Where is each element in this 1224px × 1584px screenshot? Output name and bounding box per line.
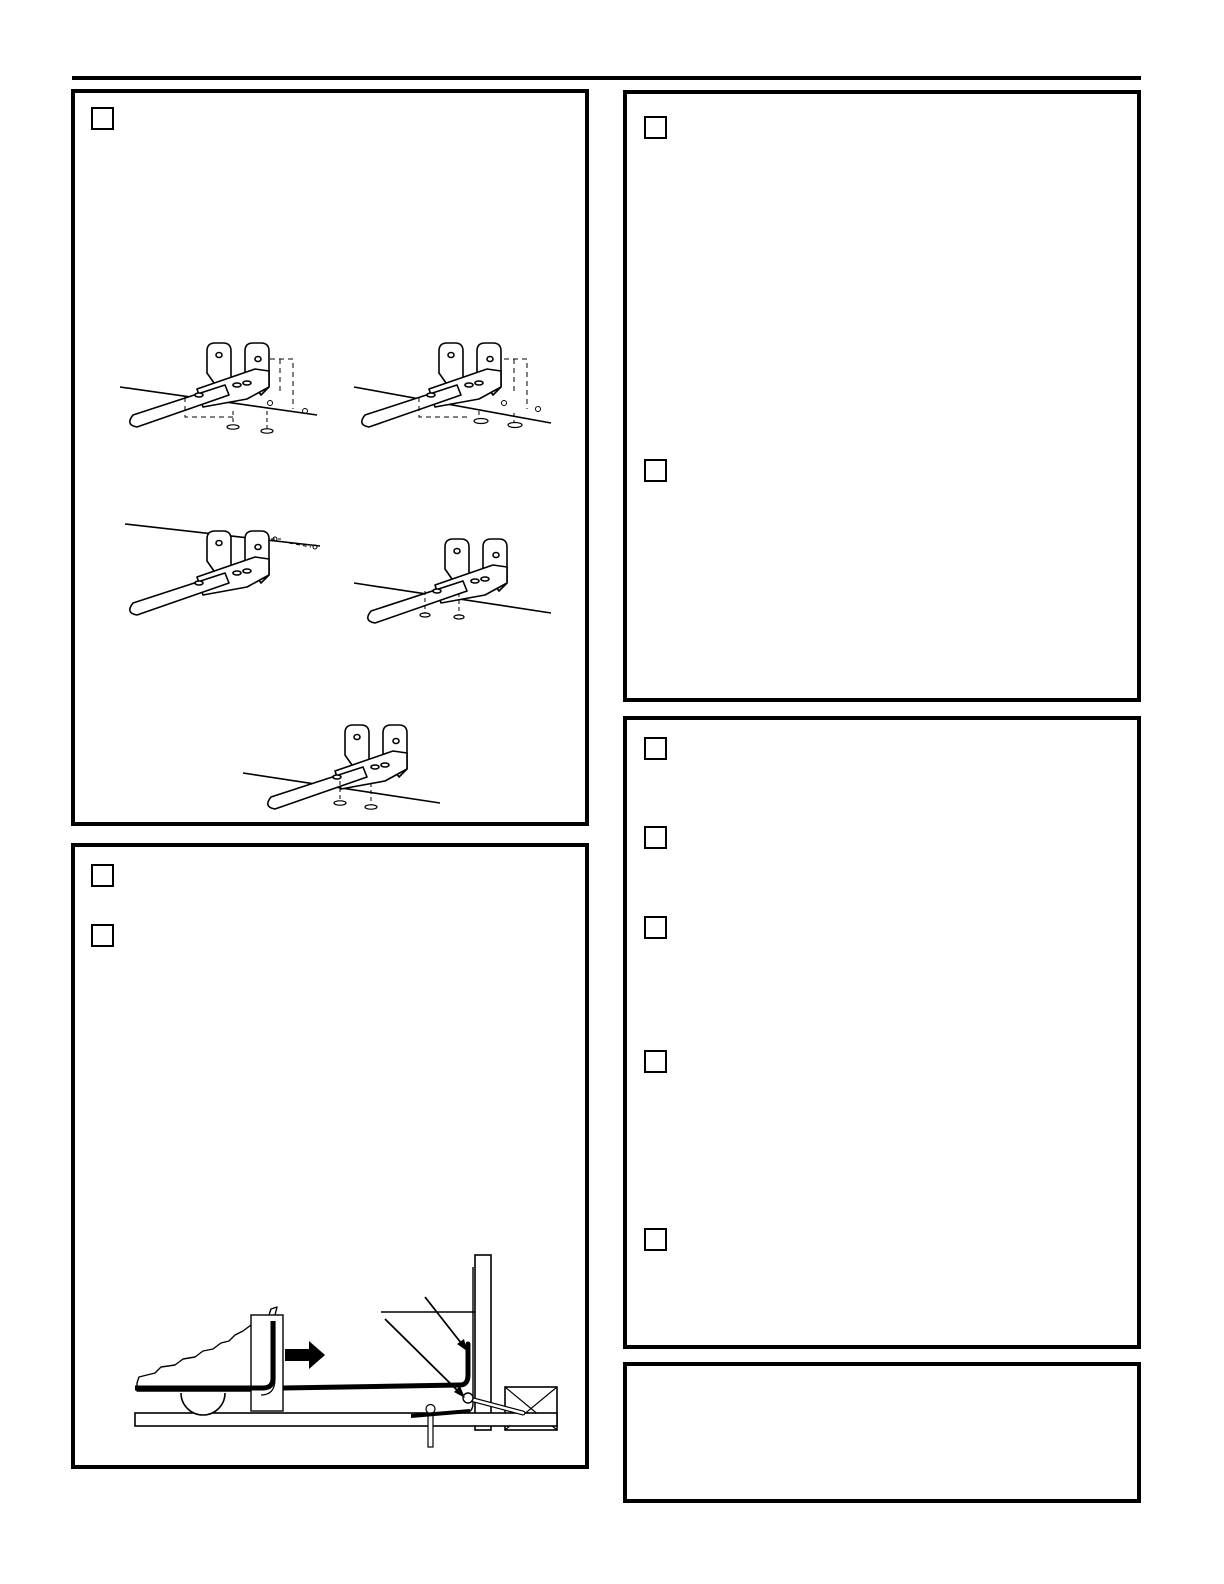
step-checkbox[interactable]: [644, 116, 667, 139]
bracket-figure-2: [354, 343, 551, 428]
bracket-install-panel: [71, 89, 589, 826]
right-top-panel: [623, 90, 1141, 702]
slide-in-panel: [71, 843, 589, 1469]
step-checkbox[interactable]: [644, 459, 667, 482]
step-checkbox[interactable]: [644, 737, 667, 760]
bracket-figure-3: [125, 524, 320, 615]
header-rule: [72, 76, 1141, 80]
bracket-diagrams: [75, 93, 585, 822]
bracket-figure-4: [354, 539, 551, 623]
step-checkbox[interactable]: [644, 826, 667, 849]
step-checkbox[interactable]: [644, 1050, 667, 1073]
bracket-figure-1: [120, 343, 317, 433]
step-checkbox[interactable]: [644, 916, 667, 939]
bracket-figure-5: [243, 725, 440, 809]
right-bottom-panel: [623, 1362, 1141, 1503]
right-arrow-icon: [285, 1341, 325, 1369]
step-checkbox[interactable]: [644, 1228, 667, 1251]
slide-in-figure: [75, 847, 585, 1465]
right-middle-panel: [623, 716, 1141, 1349]
